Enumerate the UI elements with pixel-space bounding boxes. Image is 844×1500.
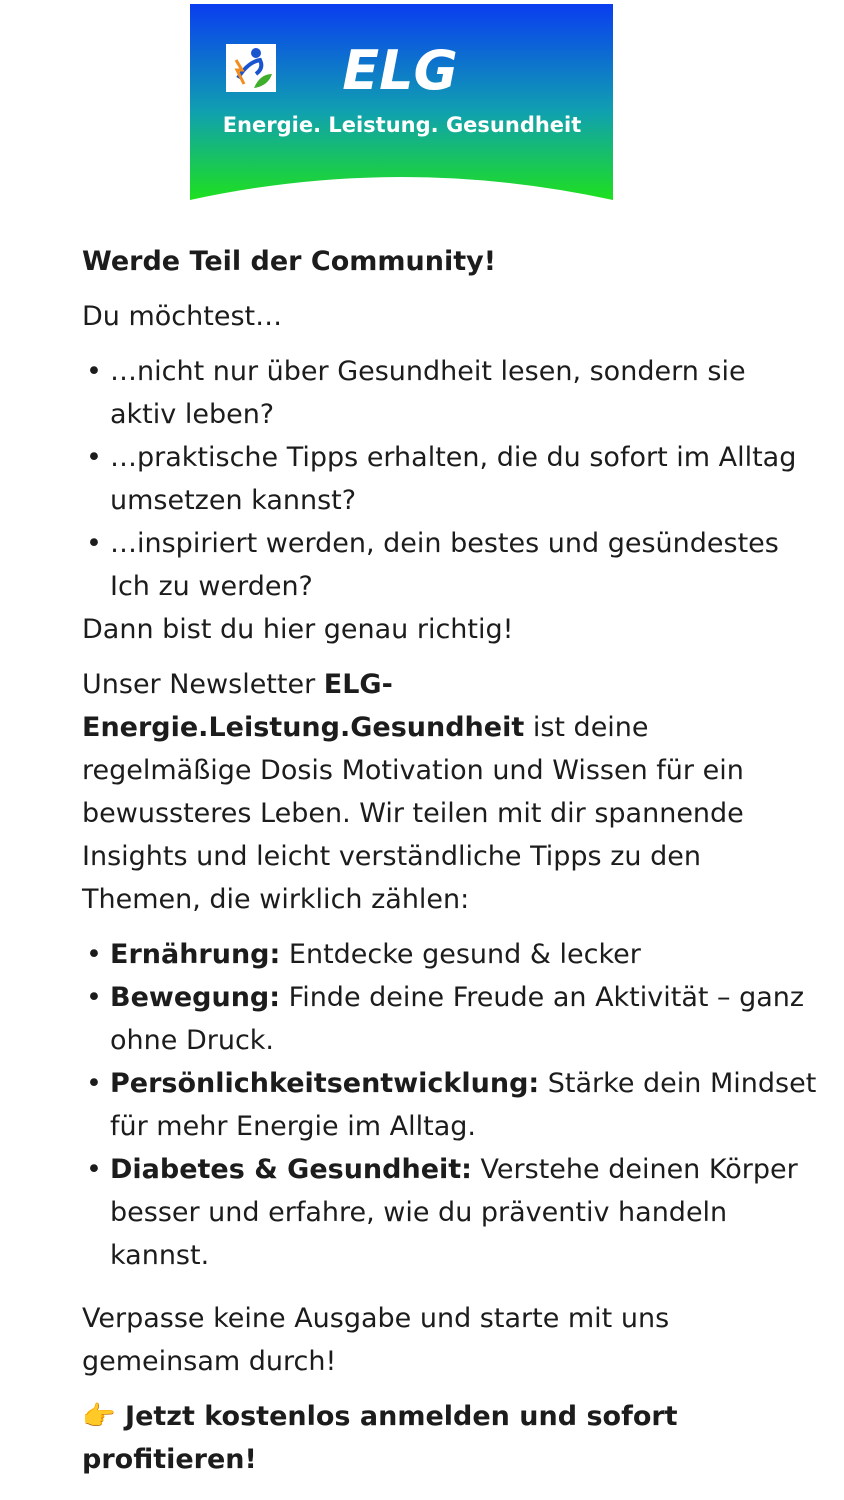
pointing-hand-icon: 👉 — [82, 1401, 116, 1432]
topic-text: Finde deine Freude an Aktivität – ganz ohne Druck. — [110, 982, 805, 1056]
topic-list — [82, 933, 817, 1277]
newsletter-content — [82, 240, 817, 1481]
list-item: • …inspiriert werden, dein bestes und gesündestes Ich zu werden? — [82, 522, 817, 608]
closing-text: Verpasse keine Ausgabe und starte mit uns gemeinsam durch! — [82, 1303, 670, 1377]
topic-item-nutrition — [82, 933, 817, 976]
list-item: • …praktische Tipps erhalten, die du sofort im Alltag umsetzen kannst? — [82, 436, 817, 522]
topic-text: Entdecke gesund & lecker — [280, 939, 641, 970]
newsletter-suffix: ist deine regelmäßige Dosis Motivation und Wissen für ein bewussteres Leben. Wir teilen mit dir spannende Insights und leicht verständliche Tipps zu den Themen, die wirklich zählen: — [82, 712, 744, 915]
athlete-lightning-leaf-icon — [226, 44, 276, 92]
topic-text: Verstehe deinen Körper besser und erfahre, wie du präventiv handeln kannst. — [110, 1154, 798, 1271]
conclusion-text: Dann bist du hier genau richtig! — [82, 614, 514, 645]
topic-title: Bewegung: — [110, 982, 281, 1013]
newsletter-description — [82, 663, 817, 921]
list-item: • …nicht nur über Gesundheit lesen, sondern sie aktiv leben? — [82, 350, 817, 436]
topic-title: Diabetes & Gesundheit: — [110, 1154, 472, 1185]
topic-item-personal-development — [82, 1062, 817, 1148]
page-title: Werde Teil der Community! — [82, 246, 497, 277]
elg-banner-graphic — [190, 4, 613, 200]
newsletter-name: ELG-Energie.Leistung.Gesundheit — [82, 669, 525, 743]
signup-cta-text[interactable]: Jetzt kostenlos anmelden und sofort profitieren! — [82, 1401, 678, 1475]
topic-item-movement — [82, 976, 817, 1062]
brand-name: ELG — [342, 39, 458, 102]
topic-title: Persönlichkeitsentwicklung: — [110, 1068, 540, 1099]
topic-text: Stärke dein Mindset für mehr Energie im Alltag. — [110, 1068, 817, 1142]
wish-list — [82, 350, 817, 608]
elg-banner — [190, 4, 613, 200]
topic-item-diabetes-health — [82, 1148, 817, 1277]
brand-tagline: Energie. Leistung. Gesundheit — [222, 113, 582, 137]
intro-text: Du möchtest… — [82, 301, 283, 332]
signup-cta[interactable] — [82, 1395, 817, 1481]
newsletter-prefix: Unser Newsletter — [82, 669, 324, 700]
topic-title: Ernährung: — [110, 939, 281, 970]
